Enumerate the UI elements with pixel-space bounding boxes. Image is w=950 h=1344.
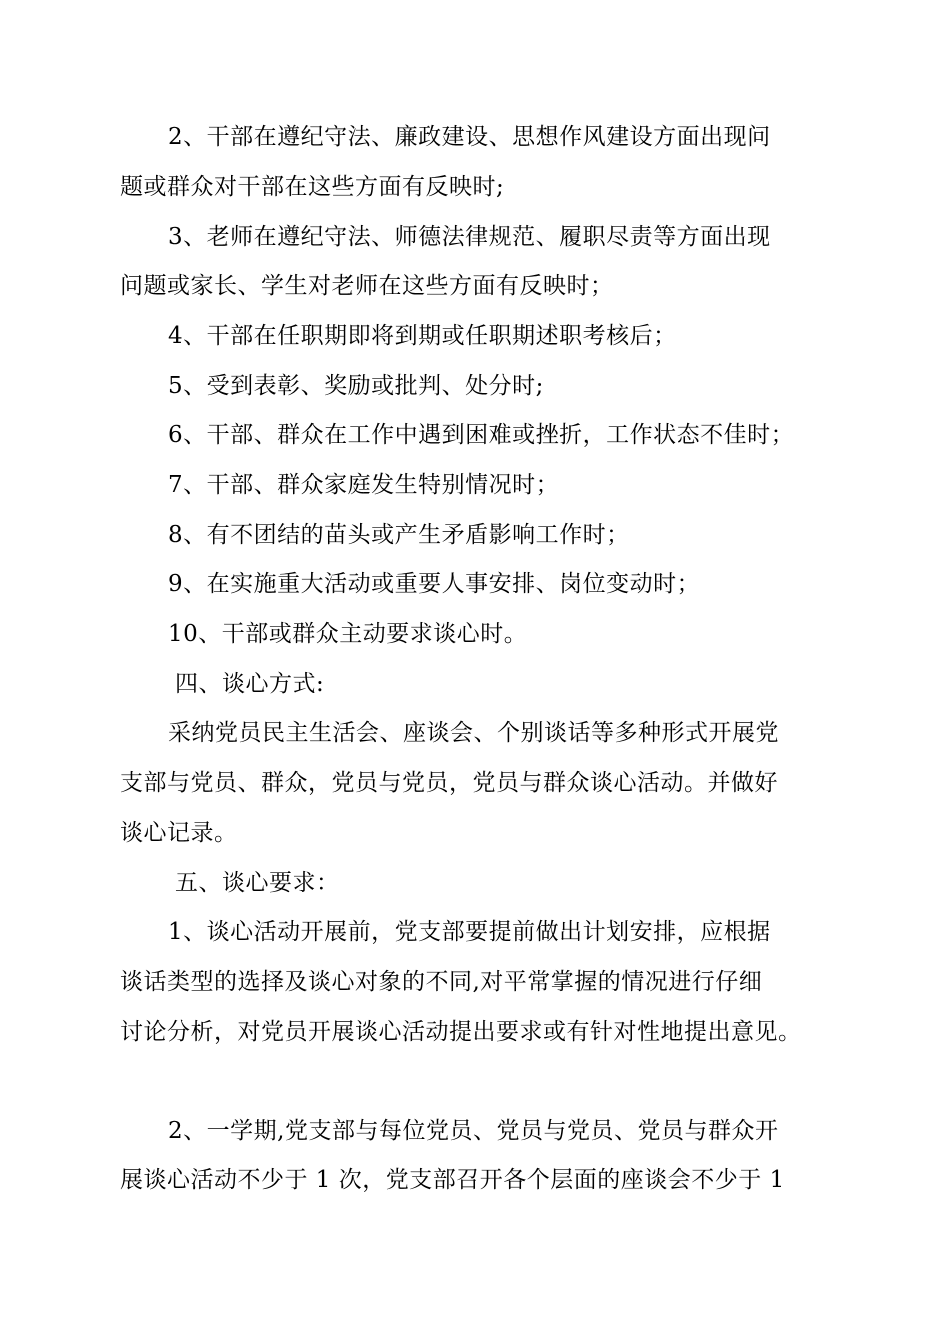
paragraph-line: 采纳党员民主生活会、座谈会、个别谈话等多种形式开展党: [168, 720, 779, 746]
paragraph-line: 谈话类型的选择及谈心对象的不同,对平常掌握的情况进行仔细: [120, 969, 763, 995]
paragraph-line: 6、干部、群众在工作中遇到困难或挫折，工作状态不佳时；: [168, 422, 795, 448]
paragraph-line: 9、在实施重大活动或重要人事安排、岗位变动时；: [168, 571, 701, 597]
paragraph-line: 4、干部在任职期即将到期或任职期述职考核后；: [168, 323, 677, 349]
paragraph-line: 谈心记录。: [120, 820, 238, 846]
paragraph-line: 7、干部、群众家庭发生特别情况时；: [168, 472, 560, 498]
paragraph-line: 3、老师在遵纪守法、师德法律规范、履职尽责等方面出现: [168, 224, 771, 250]
section-heading: 四、谈心方式:: [175, 671, 325, 697]
paragraph-line: 展谈心活动不少于 1 次，党支部召开各个层面的座谈会不少于 1: [120, 1167, 785, 1193]
paragraph-line: 2、一学期,党支部与每位党员、党员与党员、党员与群众开: [168, 1118, 779, 1144]
paragraph-line: 题或群众对干部在这些方面有反映时;: [120, 174, 505, 200]
paragraph-line: 8、有不团结的苗头或产生矛盾影响工作时；: [168, 522, 630, 548]
paragraph-line: 1、谈心活动开展前，党支部要提前做出计划安排，应根据: [168, 919, 771, 945]
paragraph-line: 问题或家长、学生对老师在这些方面有反映时；: [120, 273, 614, 299]
paragraph-line: 支部与党员、群众，党员与党员，党员与群众谈心活动。并做好: [120, 770, 778, 796]
paragraph-line: 5、受到表彰、奖励或批判、处分时;: [168, 373, 544, 399]
paragraph-line: 10、干部或群众主动要求谈心时。: [168, 621, 528, 647]
paragraph-line: 2、干部在遵纪守法、廉政建设、思想作风建设方面出现问: [168, 124, 771, 150]
paragraph-line: 讨论分析，对党员开展谈心活动提出要求或有针对性地提出意见。: [120, 1019, 802, 1045]
section-heading: 五、谈心要求：: [175, 870, 340, 896]
